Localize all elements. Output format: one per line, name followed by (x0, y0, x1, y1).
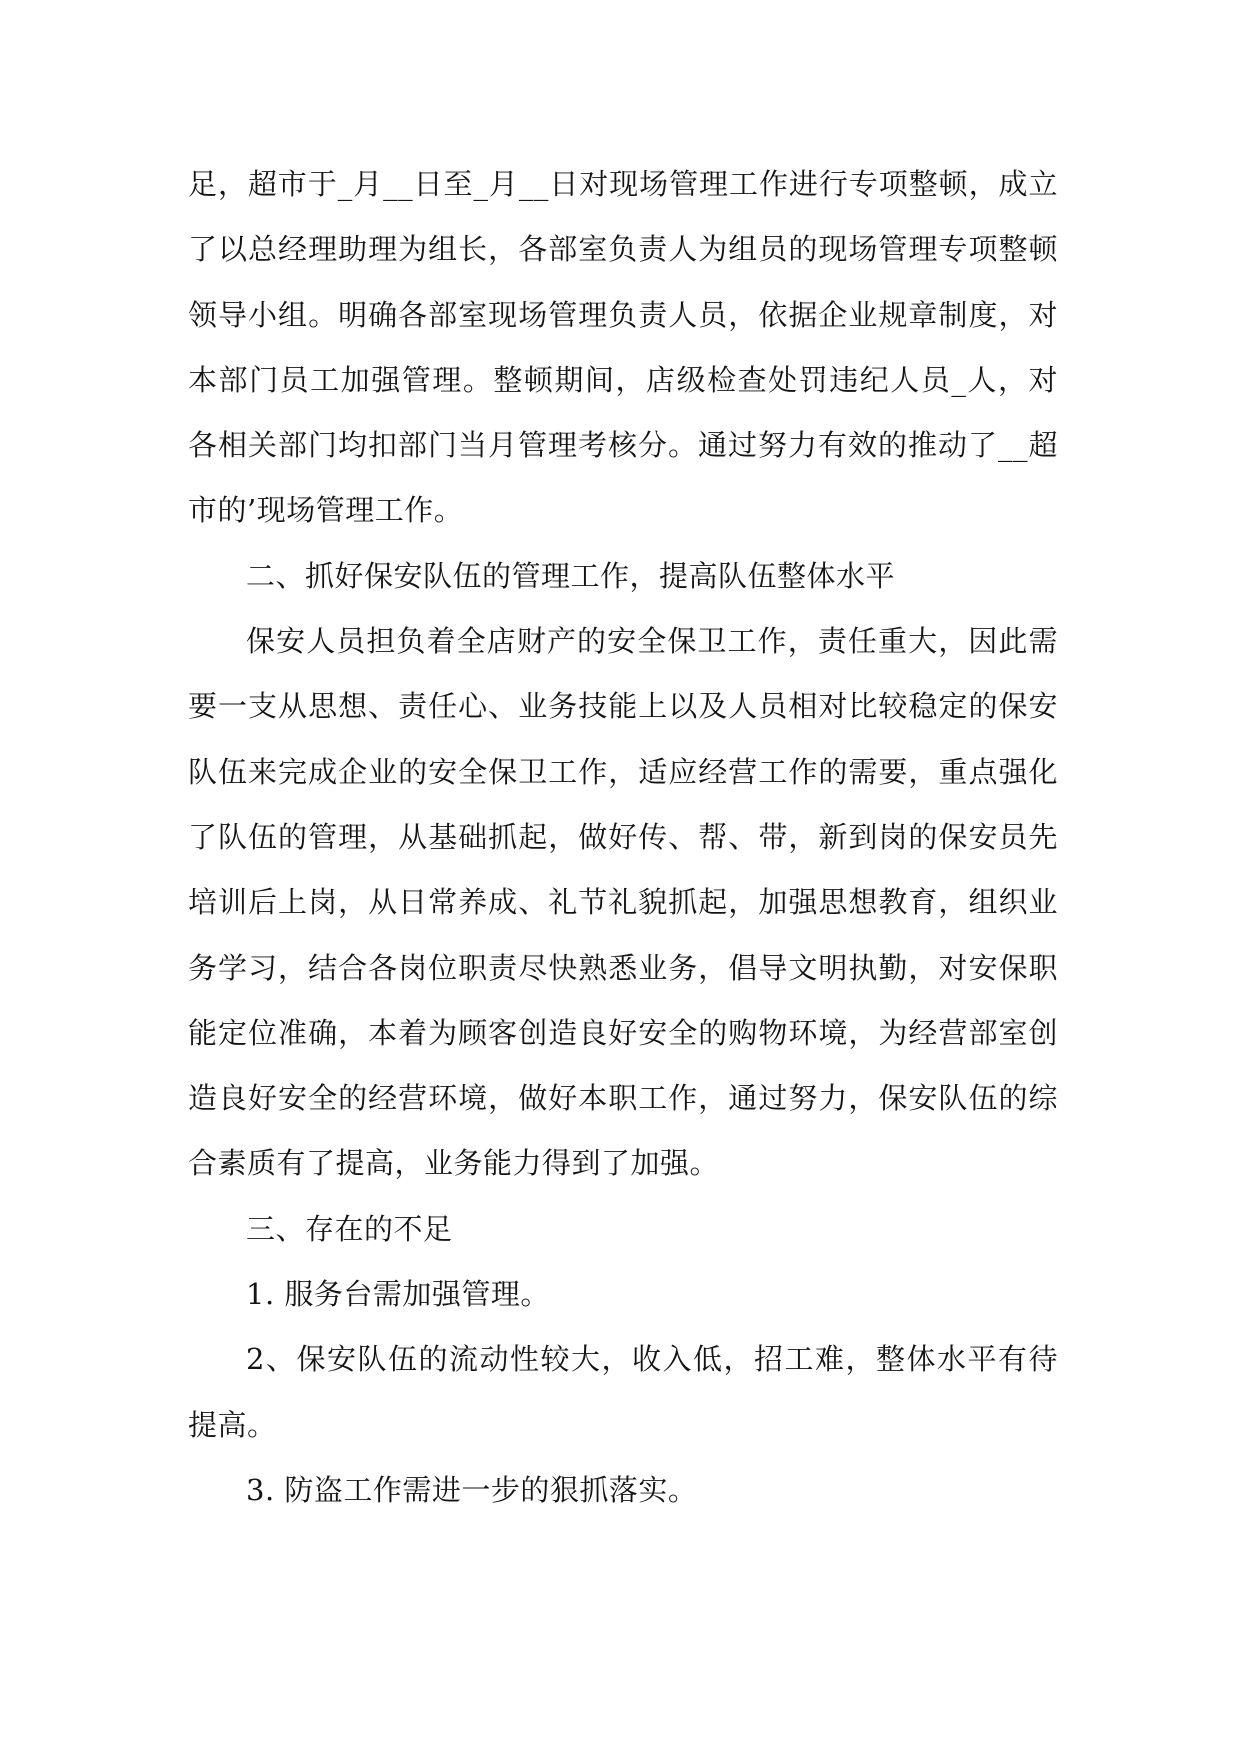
list-item-service-desk: 1. 服务台需加强管理。 (246, 1277, 550, 1312)
section-heading-shortcomings: 三、存在的不足 (246, 1211, 453, 1246)
paragraph-site-management: 足，超市于_月__日至_月__日对现场管理工作进行专项整顿，成立了以总经理助理为组长，各部室负责人为组员的现场管理专项整顿领导小组。明确各部室现场管理负责人员，依据企业规章制度，对本部门员工加强管理。整顿期间，店级检查处罚违纪人员_人，对各相关部门均扣部门当月管理考核分。通过努力有效的推动了__超市的’现场管理工作。 (188, 167, 1058, 528)
document-body (188, 152, 1058, 1523)
paragraph-security-team: 保安人员担负着全店财产的安全保卫工作，责任重大，因此需要一支从思想、责任心、业务技能上以及人员相对比较稳定的保安队伍来完成企业的安全保卫工作，适应经营工作的需要，重点强化了队伍的管理，从基础抓起，做好传、帮、带，新到岗的保安员先培训后上岗，从日常养成、礼节礼貌抓起，加强思想教育，组织业务学习，结合各岗位职责尽快熟悉业务，倡导文明执勤，对安保职能定位准确，本着为顾客创造良好安全的购物环境，为经营部室创造良好安全的经营环境，做好本职工作，通过努力，保安队伍的综合素质有了提高，业务能力得到了加强。 (188, 624, 1058, 1181)
list-item-security-turnover: 2、保安队伍的流动性较大，收入低，招工难，整体水平有待提高。 (188, 1342, 1058, 1442)
list-item-theft-prevention: 3. 防盗工作需进一步的狠抓落实。 (246, 1472, 698, 1507)
section-heading-security-team: 二、抓好保安队伍的管理工作，提高队伍整体水平 (246, 558, 896, 593)
